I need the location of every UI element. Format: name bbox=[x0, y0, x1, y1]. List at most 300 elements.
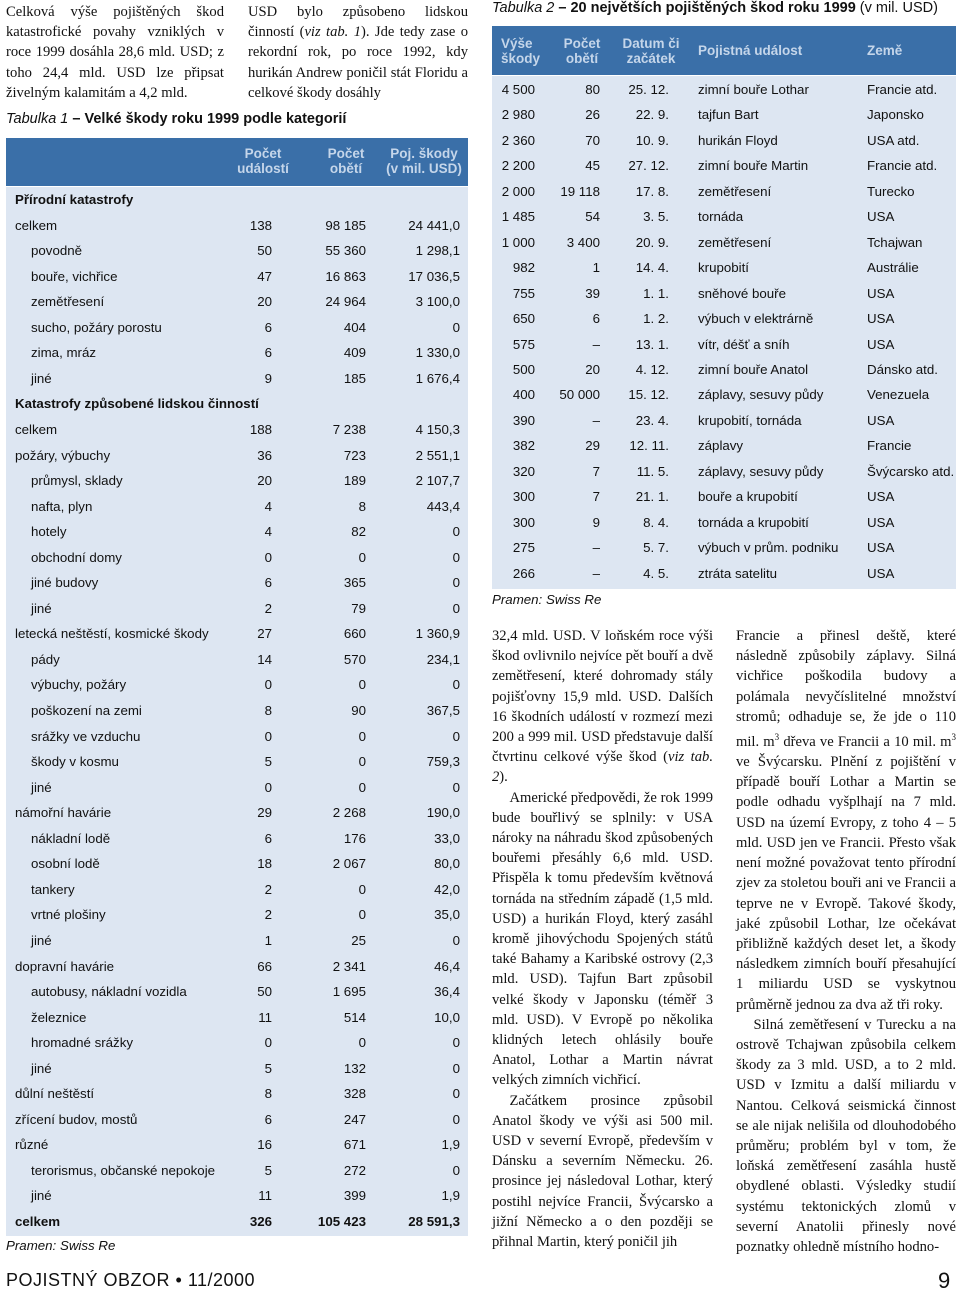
superscript: 3 bbox=[774, 732, 780, 743]
victims-cell: 29 bbox=[585, 438, 600, 454]
table2-source: Pramen: Swiss Re bbox=[492, 592, 602, 607]
losses-cell: 17 036,5 bbox=[408, 268, 460, 284]
table-row bbox=[6, 238, 468, 264]
date-cell: 4. 12. bbox=[635, 361, 669, 377]
table-row bbox=[492, 509, 956, 535]
losses-cell: 0 bbox=[452, 1035, 460, 1051]
row-label: terorismus, občanské nepokoje bbox=[31, 1162, 216, 1178]
events-cell: 5 bbox=[264, 1060, 272, 1076]
victims-cell: – bbox=[592, 565, 600, 581]
row-label: pády bbox=[31, 651, 60, 667]
victims-cell: 0 bbox=[358, 779, 366, 795]
row-label: nafta, plyn bbox=[31, 498, 93, 514]
amount-cell: 266 bbox=[512, 565, 535, 581]
victims-cell: 39 bbox=[585, 285, 600, 301]
victims-cell: 7 bbox=[592, 489, 600, 505]
table2-caption bbox=[492, 0, 938, 16]
victims-cell: 723 bbox=[343, 447, 366, 463]
victims-cell: 2 067 bbox=[332, 856, 366, 872]
article-text: 32,4 mld. USD. V loňském roce výši škod ovlivnilo nejvíce pět bouří a dvě zemětřesení, které dohromady stály pojišťovny 15,9 mld. USD. Dalších 16 škodních událostí v rozmezí mezi 200 a 999 mil. USD představuje další čtvrtinu celkové výše škod ( bbox=[492, 628, 713, 766]
table-row bbox=[6, 1081, 468, 1107]
table-row bbox=[6, 621, 468, 647]
victims-cell: – bbox=[592, 540, 600, 556]
victims-cell: 90 bbox=[351, 703, 366, 718]
victims-cell: 25 bbox=[351, 932, 366, 948]
victims-cell: 79 bbox=[351, 600, 366, 616]
table-row bbox=[6, 672, 468, 698]
table-row bbox=[6, 647, 468, 673]
table1-body bbox=[6, 187, 468, 1236]
victims-cell: 16 863 bbox=[325, 268, 366, 284]
row-label: jiné budovy bbox=[31, 575, 99, 591]
table-row bbox=[6, 826, 468, 852]
table2-header-country: Země bbox=[867, 43, 903, 58]
row-label: hotely bbox=[31, 524, 67, 540]
events-cell: 326 bbox=[249, 1214, 272, 1229]
table2-header-amount: Výše škody bbox=[501, 36, 541, 66]
table2-caption-prefix: Tabulka 2 bbox=[492, 0, 555, 16]
table1-caption-title: – Velké škody roku 1999 podle kategorií bbox=[68, 111, 347, 127]
event-cell: sněhové bouře bbox=[698, 285, 786, 301]
table-row bbox=[6, 519, 468, 545]
amount-cell: 400 bbox=[512, 387, 535, 403]
victims-cell: 2 268 bbox=[332, 805, 366, 821]
victims-cell: 399 bbox=[343, 1188, 366, 1204]
amount-cell: 650 bbox=[512, 311, 535, 327]
table-row bbox=[492, 432, 956, 458]
country-cell: USA bbox=[867, 489, 895, 505]
event-cell: zimní bouře Lothar bbox=[698, 82, 809, 97]
table-row bbox=[6, 877, 468, 903]
country-cell: USA bbox=[867, 311, 895, 327]
table-row bbox=[492, 280, 956, 306]
events-cell: 50 bbox=[257, 243, 272, 259]
events-cell: 138 bbox=[249, 217, 272, 233]
country-cell: Venezuela bbox=[867, 387, 930, 403]
table-row bbox=[6, 340, 468, 366]
losses-cell: 0 bbox=[452, 779, 460, 795]
events-cell: 8 bbox=[264, 703, 272, 718]
row-label: hromadné srážky bbox=[31, 1035, 133, 1051]
event-cell: tornáda bbox=[698, 209, 744, 225]
table-row bbox=[6, 366, 468, 392]
table-row bbox=[6, 724, 468, 750]
losses-cell: 10,0 bbox=[434, 1009, 460, 1025]
row-label: zřícení budov, mostů bbox=[15, 1111, 138, 1127]
table1-section-header bbox=[6, 187, 468, 213]
table-row bbox=[6, 928, 468, 954]
events-cell: 16 bbox=[257, 1137, 272, 1153]
table-row bbox=[492, 305, 956, 331]
losses-cell: 36,4 bbox=[434, 984, 460, 1000]
row-label: autobusy, nákladní vozidla bbox=[31, 984, 187, 1000]
losses-cell: 0 bbox=[452, 677, 460, 693]
losses-cell: 0 bbox=[452, 549, 460, 565]
event-cell: tajfun Bart bbox=[698, 107, 759, 123]
table-row bbox=[6, 417, 468, 443]
amount-cell: 2 980 bbox=[501, 107, 535, 123]
row-label: železnice bbox=[31, 1009, 87, 1025]
victims-cell: 189 bbox=[343, 473, 366, 489]
event-cell: krupobití, tornáda bbox=[698, 412, 802, 428]
losses-cell: 35,0 bbox=[434, 907, 460, 923]
table-row bbox=[492, 560, 956, 586]
losses-cell: 0 bbox=[452, 319, 460, 335]
row-label: sucho, požáry porostu bbox=[31, 319, 162, 335]
amount-cell: 300 bbox=[512, 514, 535, 530]
victims-cell: 9 bbox=[592, 514, 600, 530]
losses-cell: 759,3 bbox=[426, 754, 460, 770]
row-label: výbuchy, požáry bbox=[31, 677, 127, 693]
victims-cell: 70 bbox=[585, 132, 600, 148]
losses-cell: 1,9 bbox=[441, 1188, 460, 1204]
amount-cell: 500 bbox=[512, 361, 535, 377]
events-cell: 50 bbox=[257, 984, 272, 1000]
date-cell: 4. 5. bbox=[643, 565, 669, 581]
losses-cell: 33,0 bbox=[434, 830, 460, 846]
victims-cell: 3 400 bbox=[566, 234, 600, 250]
events-cell: 2 bbox=[264, 881, 272, 897]
amount-cell: 382 bbox=[512, 438, 535, 454]
losses-cell: 0 bbox=[452, 932, 460, 948]
victims-cell: 671 bbox=[343, 1137, 366, 1153]
article-text: ve Švýcarsku. Plnění z pojištění v případě bouří Lothar a Martin se podle odhadu vyšplhají na 7 mld. USD na území Evropy, z toho 4 – 5 mld. USD jen ve Francii. Přesto však není možné považovat tento přírodní zjev za stoletou bouři ani ve Francii a teprve ne v Evropě. Takové škody, jaké způsobil Lothar, lze očekávat přibližně každých deset let, a škody následkem zimních bouří přesahující 1 miliardu USD se vyskytnou průměrně jednou za dva až tři roky. bbox=[736, 754, 956, 1013]
events-cell: 6 bbox=[264, 575, 272, 591]
row-label: průmysl, sklady bbox=[31, 473, 123, 489]
article-text: ). bbox=[499, 769, 508, 786]
country-cell: Francie atd. bbox=[867, 82, 938, 97]
row-label: škody v kosmu bbox=[31, 754, 119, 770]
row-label: Katastrofy způsobené lidskou činností bbox=[15, 396, 259, 412]
events-cell: 0 bbox=[264, 677, 272, 693]
event-cell: záplavy, sesuvy půdy bbox=[698, 387, 824, 403]
table2-header-victims: Počet obětí bbox=[563, 36, 601, 66]
date-cell: 13. 1. bbox=[635, 336, 669, 352]
superscript: 3 bbox=[951, 732, 957, 743]
events-cell: 20 bbox=[257, 294, 272, 310]
table-row bbox=[6, 264, 468, 290]
table-row bbox=[492, 127, 956, 153]
losses-cell: 1 360,9 bbox=[415, 626, 460, 642]
losses-cell: 3 100,0 bbox=[415, 294, 460, 310]
table1-section-header bbox=[6, 391, 468, 417]
amount-cell: 2 200 bbox=[501, 158, 535, 174]
table2-header-event: Pojistná událost bbox=[698, 43, 803, 58]
amount-cell: 4 500 bbox=[501, 82, 535, 97]
row-label: letecká neštěstí, kosmické škody bbox=[15, 626, 209, 642]
table-row bbox=[492, 407, 956, 433]
table-row bbox=[6, 698, 468, 724]
country-cell: USA bbox=[867, 540, 895, 556]
events-cell: 0 bbox=[264, 779, 272, 795]
table-row bbox=[492, 483, 956, 509]
date-cell: 11. 5. bbox=[636, 463, 669, 479]
victims-cell: 409 bbox=[343, 345, 366, 361]
victims-cell: 24 964 bbox=[325, 294, 366, 310]
table-row bbox=[6, 1005, 468, 1031]
date-cell: 1. 2. bbox=[643, 311, 669, 327]
country-cell: USA atd. bbox=[867, 132, 920, 148]
table-row bbox=[6, 954, 468, 980]
amount-cell: 300 bbox=[512, 489, 535, 505]
losses-cell: 0 bbox=[452, 1162, 460, 1178]
victims-cell: 19 118 bbox=[560, 183, 600, 199]
table-row bbox=[6, 494, 468, 520]
date-cell: 14. 4. bbox=[635, 260, 669, 276]
article-column-right bbox=[736, 626, 956, 1257]
table-row bbox=[6, 800, 468, 826]
article-paragraph bbox=[736, 626, 956, 1015]
row-label: jiné bbox=[31, 932, 52, 948]
event-cell: zimní bouře Martin bbox=[698, 158, 809, 174]
date-cell: 17. 8. bbox=[635, 183, 669, 199]
amount-cell: 575 bbox=[512, 336, 535, 352]
event-cell: tornáda a krupobití bbox=[698, 514, 809, 530]
event-cell: bouře a krupobití bbox=[698, 489, 798, 505]
article-text: dřeva ve Francii a 10 mil. m bbox=[779, 733, 952, 750]
victims-cell: 82 bbox=[351, 524, 366, 540]
row-label: tankery bbox=[31, 881, 75, 897]
event-cell: zemětřesení bbox=[698, 183, 772, 199]
losses-cell: 24 441,0 bbox=[408, 217, 460, 233]
row-label: požáry, výbuchy bbox=[15, 447, 111, 463]
country-cell: Tchajwan bbox=[867, 234, 923, 250]
events-cell: 20 bbox=[257, 473, 272, 489]
amount-cell: 320 bbox=[512, 463, 535, 479]
row-label: jiné bbox=[31, 370, 52, 386]
events-cell: 9 bbox=[264, 370, 272, 386]
event-cell: ztráta satelitu bbox=[698, 565, 778, 581]
date-cell: 23. 4. bbox=[635, 412, 669, 428]
losses-cell: 0 bbox=[452, 728, 460, 744]
country-cell: USA bbox=[867, 565, 895, 581]
table-row bbox=[6, 775, 468, 801]
events-cell: 11 bbox=[258, 1188, 272, 1204]
events-cell: 188 bbox=[249, 421, 272, 437]
losses-cell: 0 bbox=[452, 600, 460, 616]
losses-cell: 80,0 bbox=[434, 856, 460, 872]
date-cell: 20. 9. bbox=[635, 234, 669, 250]
victims-cell: 26 bbox=[585, 107, 600, 123]
events-cell: 11 bbox=[258, 1009, 272, 1025]
victims-cell: 328 bbox=[343, 1086, 366, 1102]
victims-cell: 7 238 bbox=[332, 421, 366, 437]
table-row bbox=[6, 902, 468, 928]
article-column-middle bbox=[492, 626, 713, 1252]
event-cell: hurikán Floyd bbox=[698, 132, 778, 148]
article-paragraph: Začátkem prosince způsobil Anatol škody ve výši asi 500 mil. USD v severní Evropě, především v Dánsku a severním Německu. 26. prosince jej následoval Lothar, který postihl nejvíce Francii, Švýcarsko a jižní Německo a o den později se přihnal Martin, který poničil jih bbox=[492, 1092, 713, 1251]
events-cell: 6 bbox=[264, 319, 272, 335]
victims-cell: 0 bbox=[358, 881, 366, 897]
intro-paragraph-left: Celková výše pojištěných škod katastrofické povahy vzniklých v roce 1999 dosáhla 28,6 mld. USD; z toho 24,4 mld. USD lze připsat živelným kalamitám a 4,2 mld. bbox=[6, 4, 224, 101]
country-cell: USA bbox=[867, 285, 895, 301]
intro-text: USD bylo způsobeno lidskou činností ( bbox=[248, 4, 468, 41]
table-row bbox=[6, 851, 468, 877]
victims-cell: 0 bbox=[358, 549, 366, 565]
amount-cell: 275 bbox=[512, 540, 535, 556]
amount-cell: 2 360 bbox=[501, 132, 535, 148]
country-cell: Francie bbox=[867, 438, 912, 454]
date-cell: 21. 1. bbox=[635, 489, 669, 505]
victims-cell: 1 bbox=[592, 260, 600, 276]
losses-cell: 1,9 bbox=[441, 1137, 460, 1153]
events-cell: 5 bbox=[264, 754, 272, 770]
losses-cell: 0 bbox=[452, 1060, 460, 1076]
amount-cell: 2 000 bbox=[501, 183, 535, 199]
table-row bbox=[6, 289, 468, 315]
victims-cell: – bbox=[592, 336, 600, 352]
amount-cell: 982 bbox=[512, 260, 535, 276]
table-row bbox=[6, 1107, 468, 1133]
row-label: osobní lodě bbox=[31, 856, 100, 872]
events-cell: 2 bbox=[264, 600, 272, 616]
losses-cell: 4 150,3 bbox=[415, 421, 460, 437]
row-label: bouře, vichřice bbox=[31, 268, 118, 284]
table-row bbox=[492, 331, 956, 357]
date-cell: 3. 5. bbox=[643, 209, 669, 225]
table-row bbox=[6, 443, 468, 469]
row-label: nákladní lodě bbox=[31, 830, 111, 846]
losses-cell: 1 676,4 bbox=[415, 370, 460, 386]
row-label: Přírodní katastrofy bbox=[15, 192, 134, 207]
victims-cell: 272 bbox=[343, 1162, 366, 1178]
events-cell: 18 bbox=[257, 856, 272, 872]
victims-cell: 404 bbox=[343, 319, 366, 335]
event-cell: zimní bouře Anatol bbox=[698, 361, 809, 377]
events-cell: 6 bbox=[264, 1111, 272, 1127]
events-cell: 8 bbox=[264, 1086, 272, 1102]
table1-source: Pramen: Swiss Re bbox=[6, 1238, 116, 1253]
table-row bbox=[492, 229, 956, 255]
victims-cell: 0 bbox=[358, 1035, 366, 1051]
journal-footer: POJISTNÝ OBZOR • 11/2000 bbox=[6, 1270, 256, 1290]
table2-body bbox=[492, 76, 956, 589]
table-row bbox=[6, 596, 468, 622]
row-label: důlní neštěstí bbox=[15, 1086, 95, 1102]
victims-cell: 365 bbox=[343, 575, 366, 591]
date-cell: 1. 1. bbox=[643, 285, 669, 301]
victims-cell: 80 bbox=[585, 82, 600, 97]
victims-cell: 55 360 bbox=[325, 243, 366, 259]
victims-cell: 54 bbox=[585, 209, 600, 225]
row-label: jiné bbox=[31, 1188, 52, 1204]
table-row bbox=[6, 1056, 468, 1082]
events-cell: 36 bbox=[257, 447, 272, 463]
row-label: námořní havárie bbox=[15, 805, 112, 821]
country-cell: Japonsko bbox=[867, 107, 924, 123]
table1-caption-prefix: Tabulka 1 bbox=[6, 111, 69, 127]
victims-cell: 98 185 bbox=[325, 217, 366, 233]
table-reference: viz tab. 2 bbox=[492, 749, 713, 786]
victims-cell: 105 423 bbox=[317, 1214, 366, 1229]
losses-cell: 42,0 bbox=[434, 881, 460, 897]
date-cell: 15. 12. bbox=[628, 387, 669, 403]
row-label: celkem bbox=[15, 217, 58, 233]
table-row bbox=[6, 1158, 468, 1184]
country-cell: USA bbox=[867, 336, 895, 352]
table1-total-row bbox=[6, 1209, 468, 1235]
article-paragraph: Silná zemětřesení v Turecku a na ostrově Tchajwan způsobila celkem škody za 3 mld. USD, a to 2 mld. USD v Izmitu a další miliardu v Nantou. Celková seismická činnost se ale nijak nelišila od dlouhodobého průměru; problém byl v tom, že loňská zemětřesení zasáhla hustě obydlené oblasti. Výsledky studií systému tektonických zlomů v severní Anatolii přinesly nové poznatky ohledně místního hodno- bbox=[736, 1016, 956, 1255]
table-row bbox=[492, 254, 956, 280]
events-cell: 0 bbox=[264, 728, 272, 744]
table-row bbox=[492, 356, 956, 382]
date-cell: 8. 4. bbox=[643, 514, 669, 530]
table-row bbox=[492, 203, 956, 229]
table-row bbox=[492, 76, 956, 102]
table-row bbox=[492, 381, 956, 407]
victims-cell: 8 bbox=[358, 498, 366, 514]
table-row bbox=[6, 979, 468, 1005]
victims-cell: 45 bbox=[585, 158, 600, 174]
table2-caption-unit: (v mil. USD) bbox=[855, 0, 938, 16]
victims-cell: 7 bbox=[592, 463, 600, 479]
table-row bbox=[492, 458, 956, 484]
losses-cell: 190,0 bbox=[426, 805, 460, 821]
victims-cell: 0 bbox=[358, 754, 366, 770]
losses-cell: 1 330,0 bbox=[415, 345, 460, 361]
row-label: srážky ve vzduchu bbox=[31, 728, 141, 744]
victims-cell: 20 bbox=[585, 361, 600, 377]
event-cell: zemětřesení bbox=[698, 234, 772, 250]
losses-cell: 443,4 bbox=[426, 498, 460, 514]
country-cell: USA bbox=[867, 412, 895, 428]
victims-cell: 185 bbox=[343, 370, 366, 386]
table1-header-events: Počet událostí bbox=[237, 146, 289, 176]
row-label: jiné bbox=[31, 779, 52, 795]
table1-caption bbox=[6, 111, 346, 127]
losses-cell: 0 bbox=[452, 524, 460, 540]
row-label: celkem bbox=[15, 421, 58, 437]
losses-cell: 0 bbox=[452, 1086, 460, 1102]
table2-header bbox=[492, 26, 956, 75]
events-cell: 4 bbox=[264, 498, 272, 514]
events-cell: 29 bbox=[257, 805, 272, 821]
row-label: povodně bbox=[31, 243, 83, 259]
victims-cell: 1 695 bbox=[332, 984, 366, 1000]
events-cell: 1 bbox=[264, 932, 272, 948]
victims-cell: – bbox=[592, 412, 600, 428]
losses-cell: 2 551,1 bbox=[415, 447, 460, 463]
page-number: 9 bbox=[938, 1268, 951, 1292]
amount-cell: 755 bbox=[512, 285, 535, 301]
table-row bbox=[6, 749, 468, 775]
row-label: zemětřesení bbox=[31, 294, 105, 310]
article-paragraph: Americké předpovědi, že rok 1999 bude bouřlivý se splnily: v USA nároky na náhradu škod způsobených bouřemi přesáhly 6,6 mld. USD. Přispěla k tomu především květnová tornáda na středním západě (1,5 mld. USD) a hurikán Floyd, který zasáhl kromě jihovýchodu Spojených států také Bahamy a Karibské ostrovy (2,3 mld. USD). Tajfun Bart způsobil velké škody v Japonsku (téměř 3 mld. USD). V Evropě po několika klidných letech ohlásily bouře Anatol, Lothar a Martin návrat velkých zimních vichřicí. bbox=[492, 789, 713, 1089]
victims-cell: 570 bbox=[343, 651, 366, 667]
events-cell: 14 bbox=[257, 651, 272, 667]
row-label: různé bbox=[15, 1137, 49, 1153]
event-cell: výbuch v elektrárně bbox=[698, 311, 814, 327]
losses-cell: 46,4 bbox=[434, 958, 460, 974]
intro-text: ). Jde tedy zase o rekordní rok, po roce 1992, kdy hurikán Andrew poničil stát Floridu a celkové škody dosáhly bbox=[248, 24, 468, 101]
losses-cell: 0 bbox=[452, 575, 460, 591]
date-cell: 22. 9. bbox=[635, 107, 669, 123]
victims-cell: 6 bbox=[592, 311, 600, 327]
table-row bbox=[492, 101, 956, 127]
row-label: celkem bbox=[15, 1214, 61, 1229]
losses-cell: 234,1 bbox=[426, 651, 460, 667]
event-cell: záplavy, sesuvy půdy bbox=[698, 463, 824, 479]
article-text: Francie a přinesl deště, které následně způsobily záplavy. Silná vichřice poškodila budovy a polámala nevyčíslitelné množství stromů; odhaduje se, že jde o 110 mil. m bbox=[736, 628, 956, 750]
table1-header bbox=[6, 138, 468, 186]
country-cell: Turecko bbox=[867, 183, 915, 199]
table2-caption-title: – 20 největších pojištěných škod roku 1999 bbox=[554, 0, 856, 16]
victims-cell: 132 bbox=[343, 1060, 366, 1076]
events-cell: 4 bbox=[264, 524, 272, 540]
country-cell: Dánsko atd. bbox=[867, 361, 938, 377]
table1-header-insured-losses: Poj. škody (v mil. USD) bbox=[386, 146, 462, 176]
events-cell: 2 bbox=[264, 907, 272, 923]
